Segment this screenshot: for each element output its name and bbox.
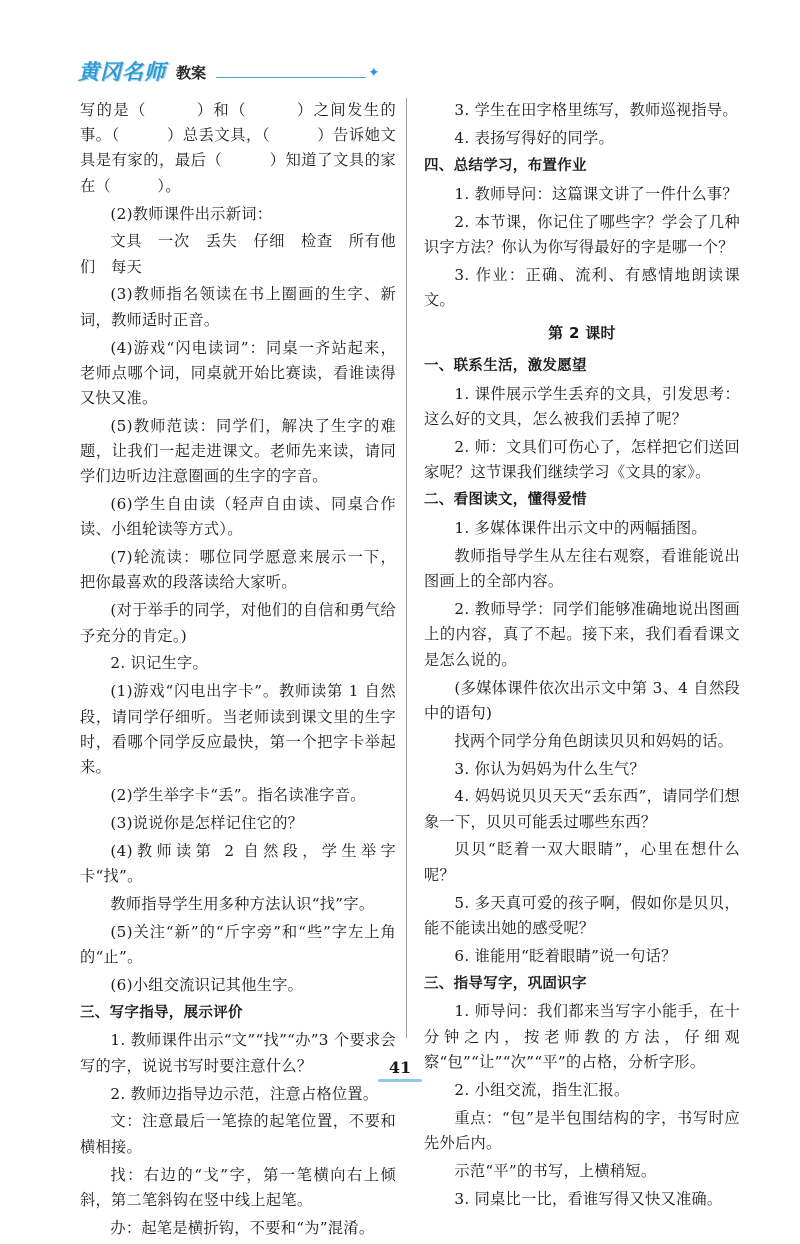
- paragraph: (3)教师指名领读在书上圈画的生字、新词，教师适时正音。: [80, 285, 396, 329]
- paragraph: 贝贝“眨着一双大眼睛”，心里在想什么呢？: [424, 840, 740, 884]
- sparkle-icon: ✦: [368, 65, 380, 81]
- paragraph: (4)游戏“闪电读词”：同桌一齐站起来，老师点哪个词，同桌就开始比赛读，看谁读得又快又准。: [80, 338, 396, 407]
- paragraph: 办：起笔是横折钩，不要和“为”混淆。: [110, 1218, 375, 1237]
- paragraph: 2. 教师导学：同学们能够准确地说出图画上的内容，真了不起。接下来，我们看看课文是怎么说的。: [424, 600, 740, 669]
- paragraph: 3. 作业：正确、流利、有感情地朗读课文。: [424, 265, 740, 309]
- paragraph: (2)学生举字卡“丢”。指名读准字音。: [110, 785, 366, 804]
- paragraph: 4. 表扬写得好的同学。: [454, 128, 614, 147]
- paragraph: 2. 识记生字。: [110, 654, 209, 673]
- header-rule: [216, 77, 366, 78]
- section-heading: 三、写字指导，展示评价: [80, 1004, 243, 1021]
- lesson-title: 第 2 课时: [548, 324, 616, 343]
- paragraph: 2. 师：文具们可伤心了，怎样把它们送回家呢？这节课我们继续学习《文具的家》。: [424, 438, 740, 482]
- section-heading: 一、联系生活，激发愿望: [424, 358, 587, 375]
- paragraph: 3. 同桌比一比，看谁写得又快又准确。: [454, 1189, 723, 1208]
- paragraph: 找两个同学分角色朗读贝贝和妈妈的话。: [454, 731, 734, 750]
- paragraph: (7)轮流读：哪位同学愿意来展示一下，把你最喜欢的段落读给大家听。: [80, 548, 396, 592]
- column-divider: [406, 98, 407, 1038]
- paragraph: 2. 本节课，你记住了哪些字？学会了几种识字方法？你认为你写得最好的字是哪一个？: [424, 212, 740, 256]
- right-column: [424, 98, 740, 1215]
- section-heading: 三、指导写字，巩固识字: [424, 975, 587, 992]
- paragraph: 2. 教师边指导边示范，注意占格位置。: [110, 1084, 379, 1103]
- paragraph: (5)教师范读：同学们，解决了生字的难题，让我们一起走进课文。老师先来读，请同学们边听边注意圈画的生字的字音。: [80, 416, 396, 486]
- paragraph: 写的是（ ）和（ ）之间发生的事。（ ）总丢文具，（ ）告诉她文具是有家的，最后（ ）知道了文具的家在（ ）。: [80, 101, 396, 195]
- left-column: [80, 98, 396, 1244]
- paragraph: (1)游戏“闪电出字卡”。教师读第 1 自然段，请同学仔细听。当老师读到课文里的生字时，看哪个同学反应最快，第一个把字卡举起来。: [80, 682, 396, 776]
- paragraph: 5. 多天真可爱的孩子啊，假如你是贝贝，能不能读出她的感受呢？: [424, 893, 740, 937]
- paragraph: 示范“平”的书写，上横稍短。: [454, 1161, 657, 1180]
- paragraph: 1. 教师导问：这篇课文讲了一件什么事？: [454, 184, 738, 203]
- paragraph: 找：右边的“戈”字，第一笔横向右上倾斜，第二笔斜钩在竖中线上起笔。: [80, 1165, 396, 1209]
- header-subtitle: 教案: [176, 64, 207, 82]
- paragraph: 文：注意最后一笔捺的起笔位置，不要和横相接。: [80, 1112, 396, 1156]
- paragraph: 文具 一次 丢失 仔细 检查 所有他们 每天: [80, 232, 396, 276]
- paragraph: 3. 你认为妈妈为什么生气？: [454, 759, 645, 778]
- page-header: [78, 56, 408, 90]
- section-heading: 四、总结学习，布置作业: [424, 157, 587, 174]
- paragraph: (6)学生自由读（轻声自由读、同桌合作读、小组轮读等方式）。: [80, 495, 396, 539]
- paragraph: 2. 小组交流，指生汇报。: [454, 1080, 630, 1099]
- paragraph: 1. 课件展示学生丢弃的文具，引发思考：这么好的文具，怎么被我们丢掉了呢？: [424, 385, 740, 429]
- paragraph: (3)说说你是怎样记住它的？: [110, 813, 304, 832]
- paragraph: (6)小组交流识记其他生字。: [110, 975, 304, 994]
- paragraph: 6. 谁能用“眨着眼睛”说一句话？: [454, 946, 677, 965]
- paragraph: 教师指导学生用多种方法认识“找”字。: [110, 894, 375, 913]
- paragraph: 3. 学生在田字格里练写，教师巡视指导。: [454, 101, 738, 119]
- paragraph: 1. 多媒体课件出示文中的两幅插图。: [454, 519, 707, 538]
- page-number: 41: [388, 1058, 412, 1077]
- paragraph: (多媒体课件依次出示文中第 3、4 自然段中的语句): [424, 678, 740, 722]
- paragraph: (对于举手的同学，对他们的自信和勇气给予充分的肯定。): [80, 601, 396, 645]
- paragraph: 重点：“包”是半包围结构的字，书写时应先外后内。: [424, 1108, 740, 1152]
- page-number-underline: [378, 1079, 422, 1082]
- paragraph: (4)教师读第 2 自然段，学生举字卡“找”。: [80, 841, 396, 885]
- paragraph: 4. 妈妈说贝贝天天“丢东西”，请同学们想象一下，贝贝可能丢过哪些东西？: [424, 787, 740, 831]
- paragraph: 1. 师导问：我们都来当写字小能手，在十分钟之内，按老师教的方法，仔细观察“包”“让”“次”“平”的占格，分析字形。: [424, 1002, 740, 1071]
- section-heading: 二、看图读文，懂得爱惜: [424, 492, 587, 509]
- paragraph: 教师指导学生从左往右观察，看谁能说出图画上的全部内容。: [424, 547, 740, 591]
- brand-logo: 黄冈名师: [78, 60, 166, 84]
- paragraph: (5)关注“新”的“斤字旁”和“些”字左上角的“止”。: [80, 922, 396, 966]
- paragraph: (2)教师课件出示新词：: [110, 204, 273, 223]
- paragraph: 1. 教师课件出示“文”“找”“办”3 个要求会写的字，说说书写时要注意什么？: [80, 1031, 396, 1075]
